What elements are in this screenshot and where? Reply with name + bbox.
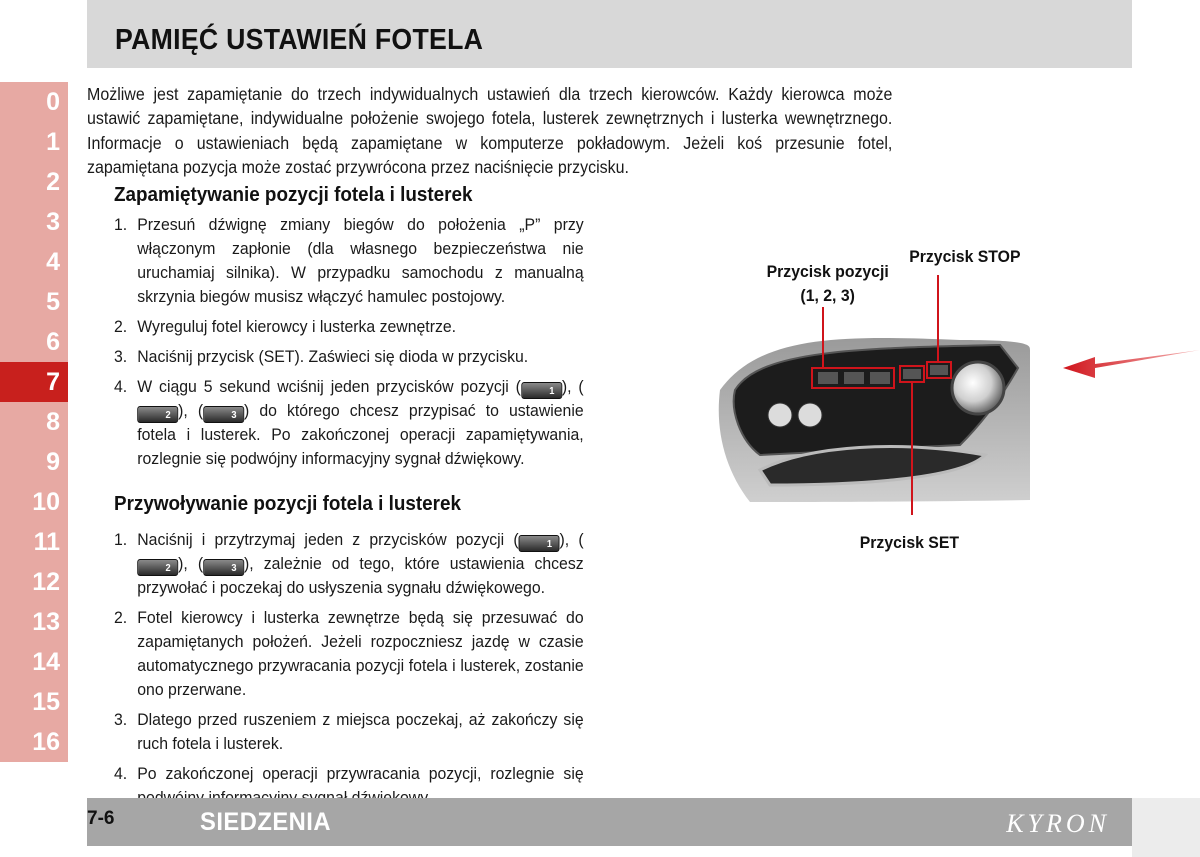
step-text: Wyreguluj fotel kierowcy i lusterka zewnętrze. — [137, 317, 457, 336]
label-position-line1: Przycisk pozycji — [766, 262, 889, 281]
panel-button-1 — [818, 372, 838, 384]
memory-button-3-icon: 3 — [203, 406, 244, 423]
arrow-icon — [1063, 350, 1200, 378]
chapter-tab-12[interactable]: 12 — [0, 562, 68, 602]
lock-knob-icon — [798, 403, 822, 427]
list-item — [114, 345, 584, 369]
brand-logo: KYRON — [1006, 809, 1110, 838]
step-number: 2. — [114, 317, 128, 336]
chapter-tab-0[interactable]: 0 — [0, 82, 68, 122]
chapter-tab-3[interactable]: 3 — [0, 202, 68, 242]
memory-button-2-icon: 2 — [137, 406, 178, 423]
label-set-button: Przycisk SET — [859, 533, 960, 552]
page-header — [87, 0, 1132, 68]
list-item: 1. Naciśnij i przytrzymaj jeden z przycisków pozycji ( 1 ), (2 ), ( 3 ), zależnie od tego, które ustawienia chcesz przywołać i poczekaj do usłyszenia sygnału dźwiękowego. — [114, 530, 584, 597]
door-panel-figure — [700, 240, 1200, 570]
page-number: 7-6 — [87, 808, 115, 829]
chapter-tab-11[interactable]: 11 — [0, 522, 68, 562]
list-item — [114, 315, 584, 339]
step-number: 1. — [114, 530, 128, 549]
page-footer — [87, 798, 1132, 846]
page-title: PAMIĘĆ USTAWIEŃ FOTELA — [115, 24, 484, 56]
footer-corner — [1132, 798, 1200, 857]
chapter-tab-8[interactable]: 8 — [0, 402, 68, 442]
memory-button-1-icon: 1 — [519, 535, 560, 552]
chapter-tab-1[interactable]: 1 — [0, 122, 68, 162]
step-text: do którego chcesz przypisać to ustawienie fotela i lusterek. Po zakończonej operacji zapamiętywania, rozlegnie się podwójny informacyjny sygnał dźwiękowy. — [137, 401, 584, 468]
step-number: 1. — [114, 215, 128, 234]
step-number: 4. — [114, 377, 128, 396]
step-text: Naciśnij przycisk (SET). Zaświeci się dioda w przycisku. — [137, 347, 529, 366]
label-position-buttons — [767, 260, 889, 308]
lock-knob-icon — [768, 403, 792, 427]
panel-button-stop — [930, 365, 948, 375]
footer-section-name: SIEDZENIA — [200, 808, 331, 836]
list-item — [114, 708, 584, 756]
step-text: Po zakończonej operacji przywracania pozycji, rozlegnie się — [137, 764, 584, 783]
step-number: 3. — [114, 347, 128, 366]
speaker-grille-icon — [952, 362, 1004, 414]
memory-button-1-icon: 1 — [521, 382, 562, 399]
chapter-tab-10[interactable]: 10 — [0, 482, 68, 522]
section-title-memorize: Zapamiętywanie pozycji fotela i lusterek — [114, 183, 473, 206]
label-stop-button: Przycisk STOP — [909, 247, 1021, 266]
step-text: Naciśnij i przytrzymaj jeden z przycisków pozycji — [137, 530, 505, 549]
list-item: 4. W ciągu 5 sekund wciśnij jeden przycisków pozycji ( 1 ), (2 ), ( 3 ) do którego chcesz przypisać to ustawienie fotela i lusterek. Po zakończonej operacji zapamiętywania, rozlegnie się podwójny informacyjny sygnał dźwiękowy. — [114, 377, 584, 468]
intro-paragraph: Możliwe jest zapamiętanie do trzech indywidualnych ustawień dla trzech kierowców. Każdy kierowca może ustawić zapamiętane, indywidualne położenie swojego fotela, lusterek zewnętrznych i lusterka wewnętrznego. Informacje o ustawieniach będą zapamiętane w komputerze pokładowym. Jeżeli koś przesunie fotel, zapamiętana pozycja może zostać przywrócona przez naciśnięcie przycisku. — [87, 84, 893, 178]
chapter-tab-2[interactable]: 2 — [0, 162, 68, 202]
panel-button-set — [903, 369, 921, 379]
step-number: 3. — [114, 710, 128, 729]
panel-button-3 — [870, 372, 890, 384]
chapter-tab-7[interactable]: 7 — [0, 362, 68, 402]
section-title-recall: Przywoływanie pozycji fotela i lusterek — [114, 492, 461, 515]
chapter-tab-16[interactable]: 16 — [0, 722, 68, 762]
panel-button-2 — [844, 372, 864, 384]
recall-steps — [114, 528, 584, 816]
step-text: zależnie od tego, które ustawienia chcesz przywołać i poczekaj do usłyszenia sygnału dźwiękowego. — [137, 554, 584, 597]
list-item — [114, 606, 584, 702]
chapter-tab-6[interactable]: 6 — [0, 322, 68, 362]
chapter-tab-13[interactable]: 13 — [0, 602, 68, 642]
step-text: W ciągu 5 sekund wciśnij jeden przycisków pozycji — [137, 377, 509, 396]
step-number: 2. — [114, 608, 128, 627]
memory-button-2-icon: 2 — [137, 559, 178, 576]
list-item — [114, 213, 584, 309]
memory-button-3-icon: 3 — [203, 559, 244, 576]
step-text: Przesuń dźwignę zmiany biegów do położenia „P” przy włączonym zapłonie (dla własnego bezpieczeństwa nie uruchamiaj silnika). W przypadku samochodu z manualną skrzynia biegów musisz włączyć hamulec postojowy. — [137, 215, 584, 306]
chapter-tab-5[interactable]: 5 — [0, 282, 68, 322]
chapter-tab-4[interactable]: 4 — [0, 242, 68, 282]
chapter-tab-9[interactable]: 9 — [0, 442, 68, 482]
chapter-tab-15[interactable]: 15 — [0, 682, 68, 722]
chapter-tabs — [0, 82, 68, 762]
chapter-tab-14[interactable]: 14 — [0, 642, 68, 682]
label-position-line2: (1, 2, 3) — [800, 286, 855, 305]
memorize-steps — [114, 213, 584, 477]
step-text: Fotel kierowcy i lusterka zewnętrze będą się przesuwać do zapamiętanych położeń. Jeżeli rozpoczniesz jazdę w czasie automatycznego przywracania pozycji fotela i lusterek, zostanie ono przerwane. — [137, 608, 584, 699]
step-number: 4. — [114, 764, 128, 783]
step-text: Dlatego przed ruszeniem z miejsca poczekaj, aż zakończy się ruch fotela i lusterek. — [137, 710, 584, 753]
